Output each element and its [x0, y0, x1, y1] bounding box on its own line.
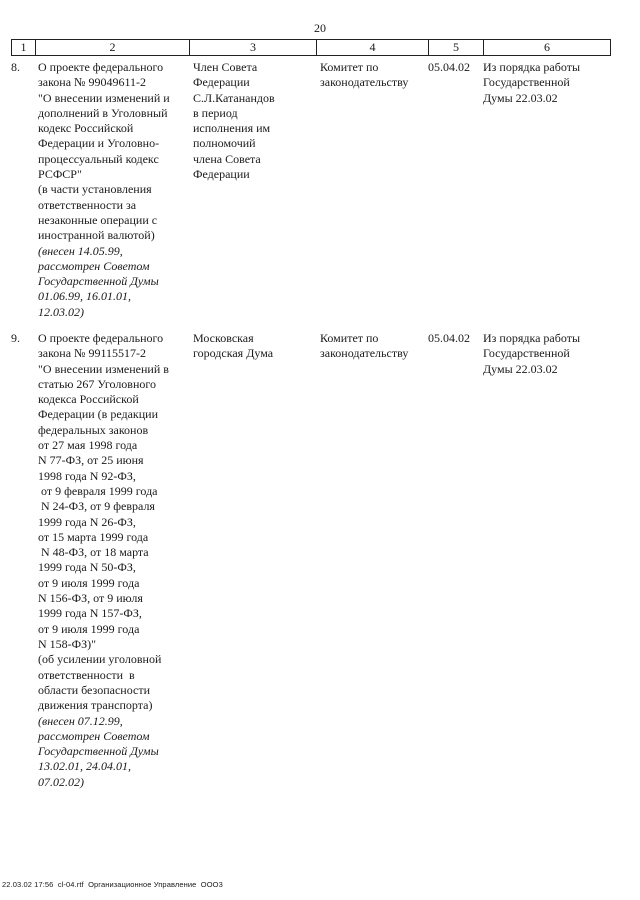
committee-line: Комитет по — [320, 331, 379, 345]
initiator-line: Федерации — [193, 167, 250, 182]
source-line: Государственной — [483, 346, 570, 361]
page-number: 20 — [314, 21, 326, 35]
bill-note-line: 12.03.02) — [38, 304, 84, 319]
bill-title-line: 1998 года N 92-ФЗ, — [38, 468, 136, 483]
bill-title-line: N 48-ФЗ, от 18 марта — [38, 545, 149, 560]
bill-title-line: Федерации и Уголовно- — [38, 136, 160, 151]
bill-title-line: (об усилении уголовной — [38, 652, 162, 667]
bill-title-line: области безопасности — [38, 682, 150, 697]
bill-note-line: рассмотрен Советом — [38, 728, 150, 743]
source-line: Из порядка работы — [483, 60, 581, 74]
bill-note-line: 13.02.01, 24.04.01, — [38, 759, 131, 774]
bill-title-line: 1999 года N 50-ФЗ, — [38, 560, 136, 575]
date: 05.04.02 — [428, 60, 470, 74]
row-number: 9. — [11, 331, 20, 345]
bill-title-line: закона № 99115517-2 — [38, 346, 147, 361]
source-line: Из порядка работы — [483, 331, 581, 345]
bill-note-line: рассмотрен Советом — [38, 258, 150, 273]
bill-title-line: от 27 мая 1998 года — [38, 438, 138, 453]
bill-title-line: федеральных законов — [38, 422, 149, 437]
column-header-2: 2 — [36, 40, 190, 55]
initiator-line: в период — [193, 105, 238, 120]
bill-title-line: Федерации (в редакции — [38, 407, 159, 422]
source-line: Думы 22.03.02 — [483, 90, 558, 105]
source — [483, 331, 580, 377]
source — [483, 60, 580, 106]
bill-note-line: Государственной Думы — [38, 274, 159, 289]
initiator-line: Член Совета — [193, 60, 258, 74]
bill-title-line: "О внесении изменений в — [38, 361, 169, 376]
bill-title-line: N 156-ФЗ, от 9 июля — [38, 591, 143, 606]
row-number: 8. — [11, 60, 20, 74]
initiator-line: городская Дума — [193, 346, 274, 361]
committee-line: Комитет по — [320, 60, 379, 74]
bill-title-line: закона № 99049611-2 — [38, 75, 147, 90]
committee — [320, 60, 408, 91]
bill-title-line: от 9 июля 1999 года — [38, 575, 140, 590]
bill-note — [38, 244, 159, 320]
column-header-1: 1 — [12, 40, 36, 55]
footer-stamp: 22.03.02 17:56 cl-04.rtf Организационное Управление ООО3 — [2, 880, 223, 889]
bill-title-line: ответственности в — [38, 667, 135, 682]
bill-note — [38, 714, 159, 790]
bill-title-line: иностранной валютой) — [38, 228, 155, 243]
bill-note-line: 01.06.99, 16.01.01, — [38, 289, 131, 304]
committee — [320, 331, 408, 362]
source-line: Государственной — [483, 75, 570, 90]
initiator-line: С.Л.Катанандов — [193, 90, 275, 105]
committee-line: законодательству — [320, 346, 409, 361]
bill-title-line: движения транспорта) — [38, 698, 153, 713]
column-header-3: 3 — [190, 40, 317, 55]
bill-title-line: 1999 года N 26-ФЗ, — [38, 514, 136, 529]
initiator-line: члена Совета — [193, 151, 261, 166]
bill-title-line: процессуальный кодекс — [38, 151, 159, 166]
bill-note-line: (внесен 07.12.99, — [38, 713, 123, 728]
bill-title-line: N 158-ФЗ)" — [38, 636, 97, 651]
bill-title-line: ответственности за — [38, 197, 137, 212]
date: 05.04.02 — [428, 331, 470, 345]
bill-title-line: РСФСР" — [38, 167, 82, 182]
initiator-line: Московская — [193, 331, 254, 345]
source-line: Думы 22.03.02 — [483, 361, 558, 376]
committee-line: законодательству — [320, 75, 409, 90]
bill-title-line: от 15 марта 1999 года — [38, 529, 149, 544]
initiator — [193, 331, 273, 362]
bill-title — [38, 60, 170, 244]
bill-title-line: N 24-ФЗ, от 9 февраля — [38, 499, 155, 514]
initiator-line: полномочий — [193, 136, 256, 151]
bill-title-line: от 9 февраля 1999 года — [38, 483, 158, 498]
initiator — [193, 60, 275, 182]
bill-title-line: О проекте федерального — [38, 60, 164, 74]
bill-note-line: 07.02.02) — [38, 774, 84, 789]
bill-title-line: кодекс Российской — [38, 121, 134, 136]
bill-title-line: N 77-ФЗ, от 25 июня — [38, 453, 144, 468]
bill-title-line: кодекса Российской — [38, 392, 139, 407]
bill-title-line: О проекте федерального — [38, 331, 164, 345]
table-header-row — [11, 39, 611, 56]
bill-title-line: дополнений в Уголовный — [38, 105, 168, 120]
initiator-line: Федерации — [193, 75, 250, 90]
bill-title-line: (в части установления — [38, 182, 152, 197]
bill-title — [38, 331, 169, 713]
initiator-line: исполнения им — [193, 121, 271, 136]
bill-title-line: "О внесении изменений и — [38, 90, 170, 105]
column-header-4: 4 — [317, 40, 429, 55]
bill-title-line: 1999 года N 157-ФЗ, — [38, 606, 142, 621]
bill-title-line: статью 267 Уголовного — [38, 376, 157, 391]
column-header-6: 6 — [544, 40, 550, 54]
bill-note-line: (внесен 14.05.99, — [38, 243, 123, 258]
bill-title-line: от 9 июля 1999 года — [38, 621, 140, 636]
column-header-5: 5 — [429, 40, 484, 55]
bill-note-line: Государственной Думы — [38, 744, 159, 759]
bill-title-line: незаконные операции с — [38, 212, 158, 227]
